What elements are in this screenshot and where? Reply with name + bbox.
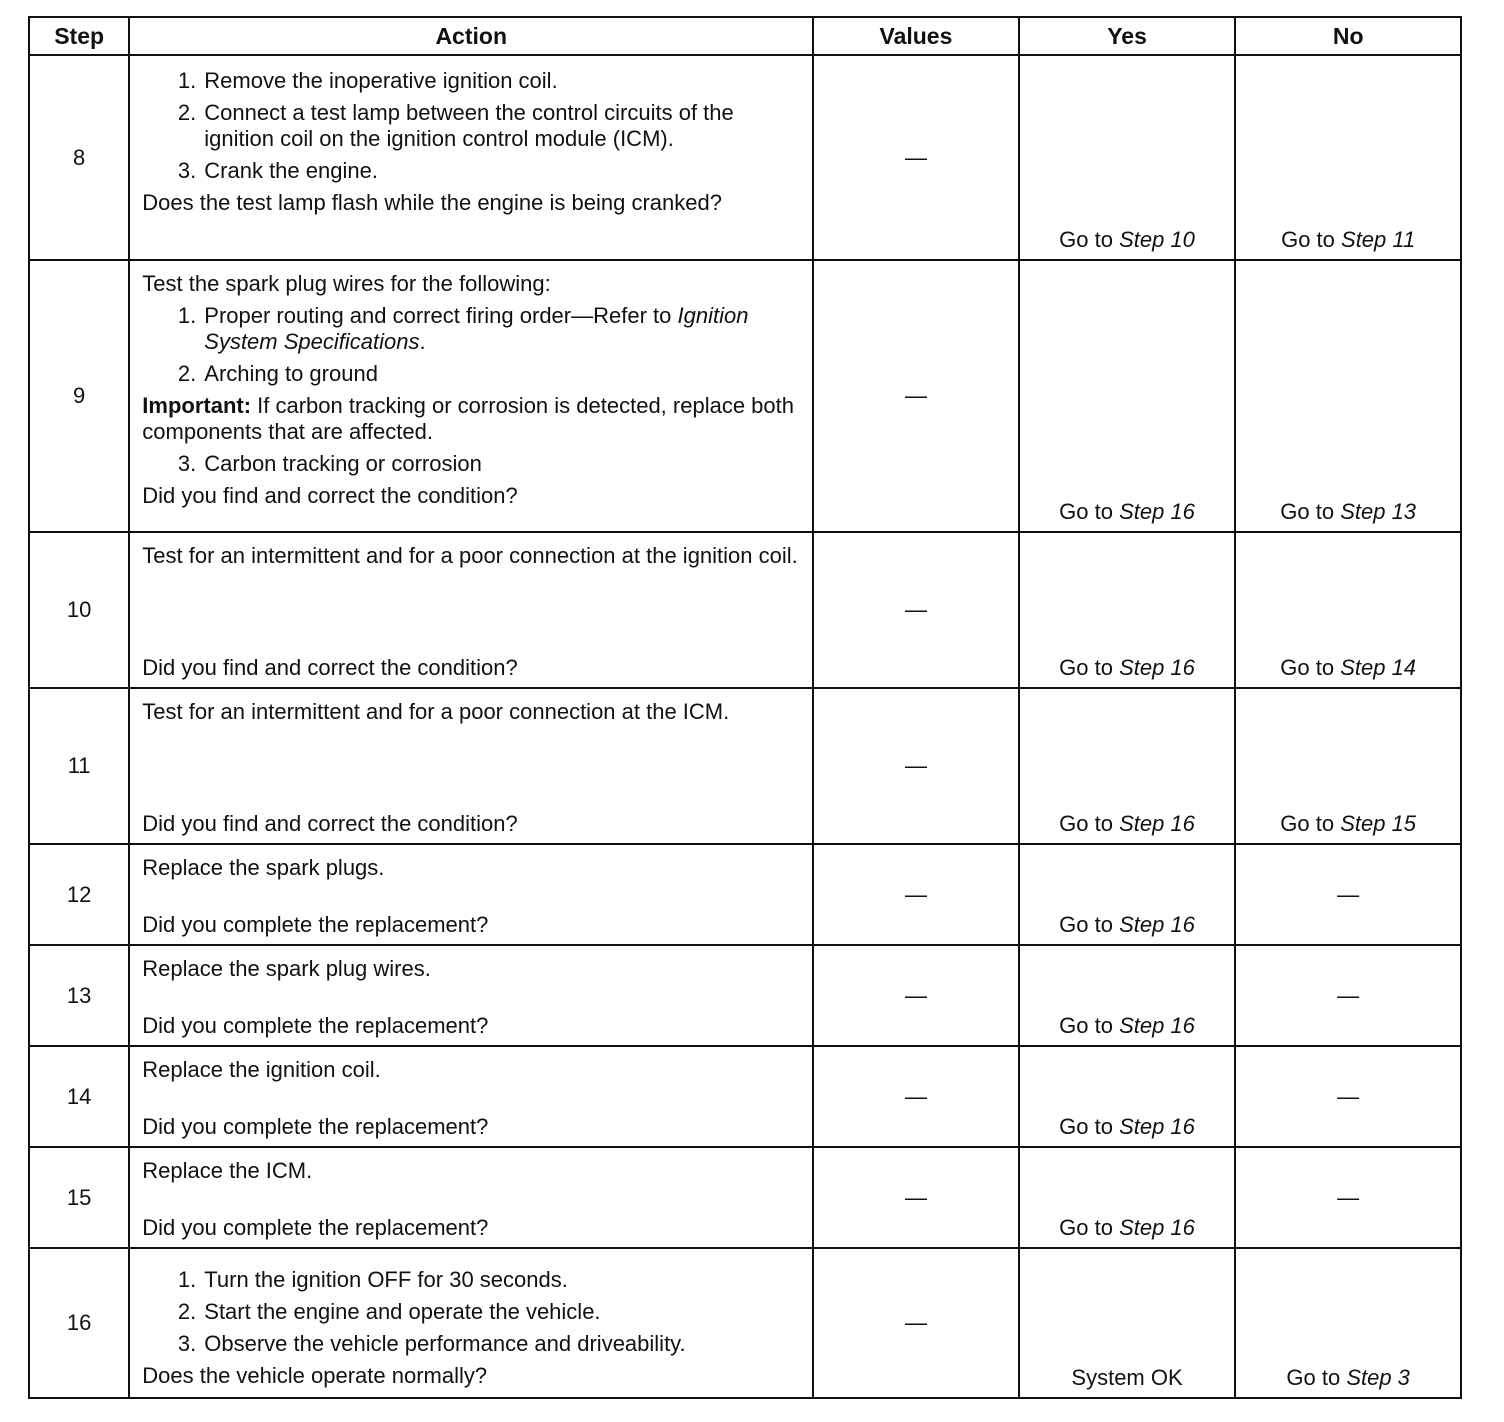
action-text: Replace the ignition coil. [142,1057,381,1082]
action-list [142,68,800,184]
table-row [29,844,1461,945]
list-item: 2. Start the engine and operate the vehicle. [142,1299,800,1325]
list-number: 2. [177,1299,197,1324]
step-ref: Step 16 [1119,1215,1195,1240]
values-cell: — [813,945,1019,1046]
action-question: Did you complete the replacement? [142,1114,489,1139]
list-number: 2. [177,361,197,386]
header-yes: Yes [1019,17,1236,55]
action-text: Test for an intermittent and for a poor connection at the ignition coil. [142,543,798,568]
yes-cell: Go to Step 16 [1019,844,1236,945]
step-ref: Step 16 [1119,1114,1195,1139]
table-row [29,1147,1461,1248]
step-ref: Step 10 [1119,227,1195,252]
table-row [29,945,1461,1046]
values-cell: — [813,1147,1019,1248]
values-cell: — [813,844,1019,945]
action-question: Does the test lamp flash while the engine is being cranked? [142,190,722,215]
yes-cell: Go to Step 10 [1019,55,1236,260]
step-ref: Step 3 [1346,1365,1410,1390]
header-step: Step [29,17,129,55]
no-cell: Go to Step 13 [1235,260,1461,532]
diagnostic-table [28,16,1462,1399]
step-number: 8 [29,55,129,260]
yes-cell: System OK [1019,1248,1236,1398]
step-number: 15 [29,1147,129,1248]
list-item: 3. Observe the vehicle performance and driveability. [142,1331,800,1357]
action-cell [129,532,813,688]
table-row [29,1248,1461,1398]
list-item: 3. Carbon tracking or corrosion [142,451,800,477]
action-cell [129,688,813,844]
values-cell: — [813,1248,1019,1398]
step-ref: Step 15 [1340,811,1417,836]
step-ref: Step 16 [1119,811,1195,836]
header-row [29,17,1461,55]
action-cell [129,55,813,260]
step-ref: Step 13 [1340,499,1417,524]
action-text: Replace the spark plugs. [142,855,385,880]
action-cell [129,1147,813,1248]
action-text: Test for an intermittent and for a poor connection at the ICM. [142,699,730,724]
step-ref: Step 16 [1119,655,1195,680]
table-row [29,1046,1461,1147]
table-row [29,688,1461,844]
list-number: 1. [177,303,197,328]
list-item: 3. Crank the engine. [142,158,800,184]
yes-cell: Go to Step 16 [1019,945,1236,1046]
step-number: 13 [29,945,129,1046]
action-text: Replace the ICM. [142,1158,313,1183]
step-number: 10 [29,532,129,688]
table-row [29,55,1461,260]
list-item: 1. Proper routing and correct firing order—Refer to Ignition System Specifications. [142,303,800,355]
list-number: 3. [177,451,197,476]
no-cell: — [1235,844,1461,945]
step-number: 12 [29,844,129,945]
table-row [29,532,1461,688]
list-number: 1. [177,68,197,93]
no-cell: — [1235,945,1461,1046]
action-question: Did you complete the replacement? [142,1013,489,1038]
spec-reference: Ignition System Specifications [204,303,749,354]
list-item: 1. Remove the inoperative ignition coil. [142,68,800,94]
step-number: 16 [29,1248,129,1398]
no-cell: Go to Step 14 [1235,532,1461,688]
no-cell: Go to Step 15 [1235,688,1461,844]
values-cell: — [813,1046,1019,1147]
yes-cell: Go to Step 16 [1019,532,1236,688]
action-cell [129,260,813,532]
list-item: 2. Arching to ground [142,361,800,387]
step-ref: Step 14 [1340,655,1417,680]
step-number: 9 [29,260,129,532]
action-intro: Test the spark plug wires for the following: [142,271,551,296]
list-number: 3. [177,158,197,183]
header-values: Values [813,17,1019,55]
step-ref: Step 16 [1119,499,1195,524]
no-cell: — [1235,1147,1461,1248]
action-text: Replace the spark plug wires. [142,956,431,981]
action-list [142,1257,800,1357]
action-cell [129,844,813,945]
step-number: 11 [29,688,129,844]
list-number: 2. [177,100,197,125]
values-cell: — [813,55,1019,260]
important-note: Important: If carbon tracking or corrosion is detected, replace both components that are affected. [142,393,794,444]
action-cell [129,1046,813,1147]
no-cell: — [1235,1046,1461,1147]
values-cell: — [813,260,1019,532]
step-ref: Step 16 [1119,912,1195,937]
list-item: 2. Connect a test lamp between the control circuits of the ignition coil on the ignition control module (ICM). [142,100,800,152]
action-question: Did you find and correct the condition? [142,811,518,836]
action-cell [129,1248,813,1398]
action-question: Does the vehicle operate normally? [142,1363,488,1388]
action-question: Did you complete the replacement? [142,912,489,937]
list-number: 1. [177,1267,197,1292]
step-ref: Step 11 [1341,227,1416,252]
yes-cell: Go to Step 16 [1019,1046,1236,1147]
list-item: 1. Turn the ignition OFF for 30 seconds. [142,1267,800,1293]
values-cell: — [813,688,1019,844]
yes-cell: Go to Step 16 [1019,688,1236,844]
no-cell: Go to Step 3 [1235,1248,1461,1398]
table-row [29,260,1461,532]
action-question: Did you find and correct the condition? [142,483,518,508]
header-no: No [1235,17,1461,55]
action-cell [129,945,813,1046]
list-number: 3. [177,1331,197,1356]
action-question: Did you find and correct the condition? [142,655,518,680]
no-cell: Go to Step 11 [1235,55,1461,260]
action-question: Did you complete the replacement? [142,1215,489,1240]
header-action: Action [129,17,813,55]
yes-cell: Go to Step 16 [1019,1147,1236,1248]
step-ref: Step 16 [1119,1013,1195,1038]
yes-cell: Go to Step 16 [1019,260,1236,532]
values-cell: — [813,532,1019,688]
step-number: 14 [29,1046,129,1147]
